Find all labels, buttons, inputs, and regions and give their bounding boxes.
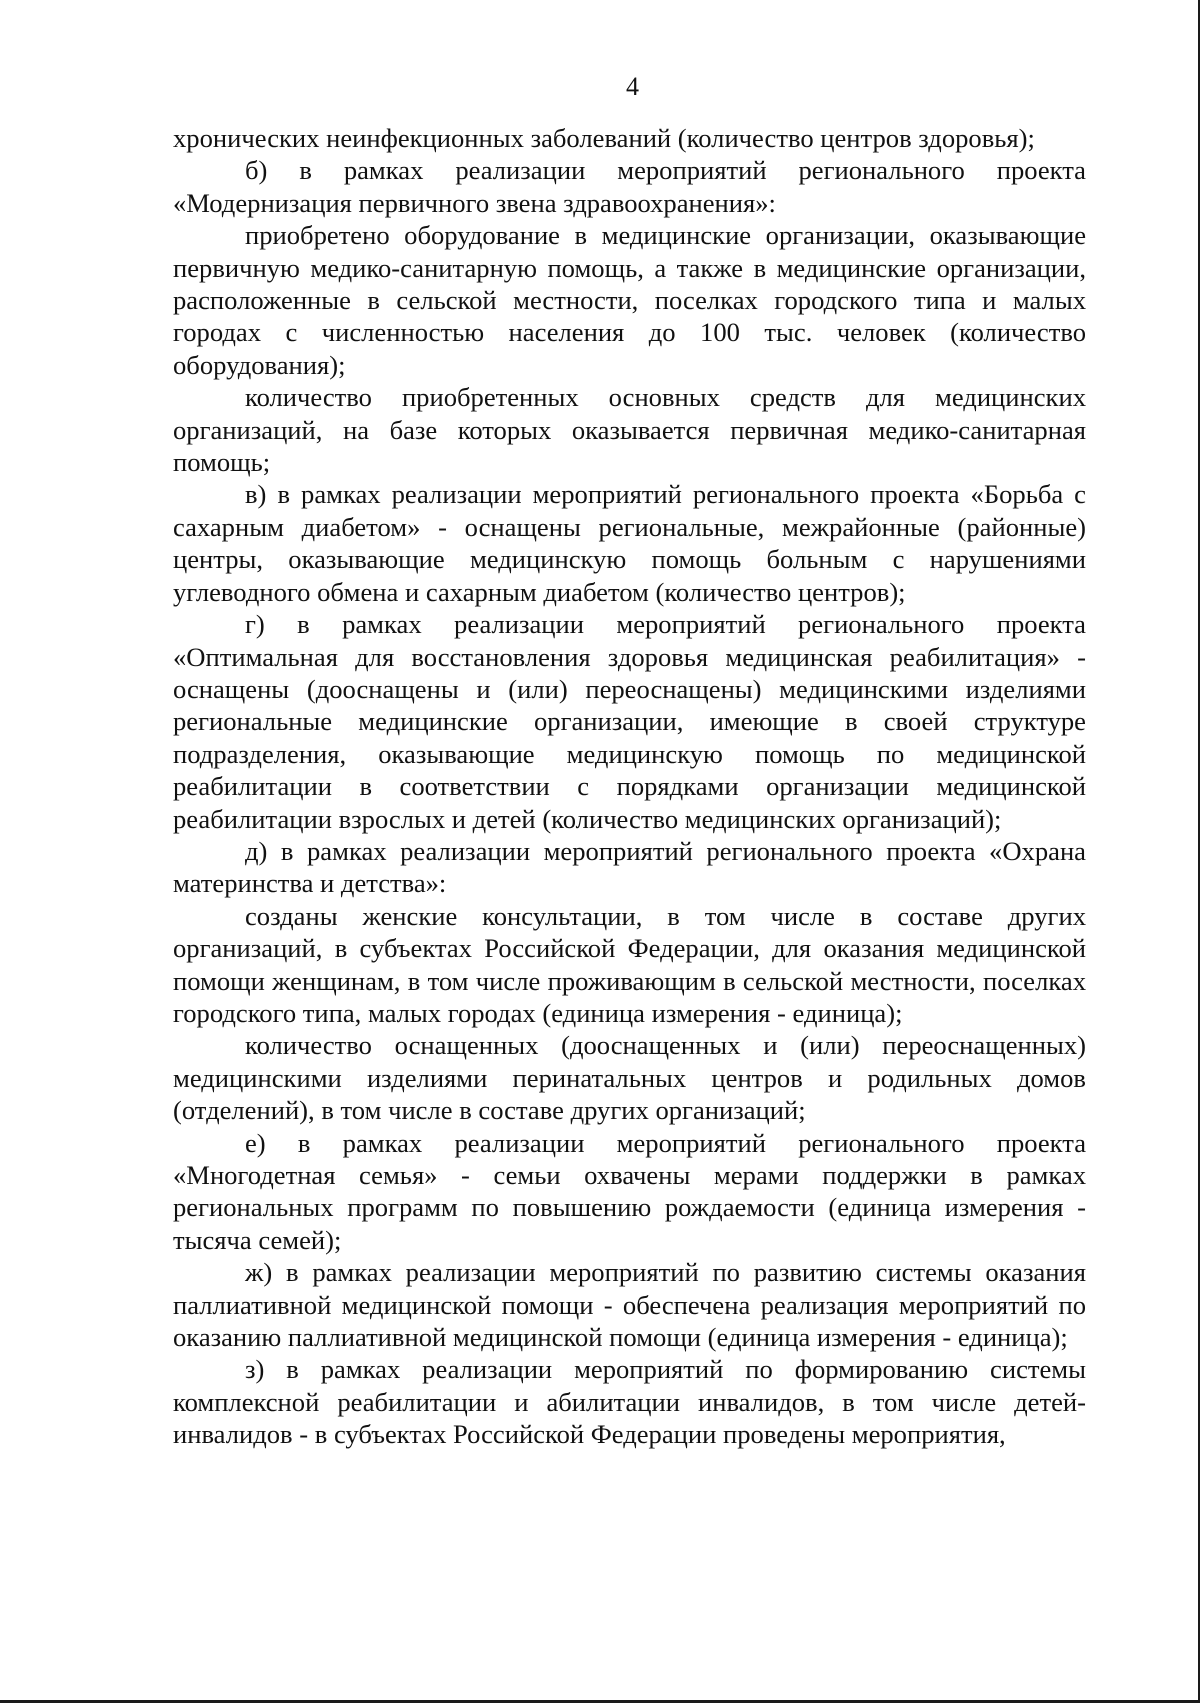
paragraph-5: в) в рамках реализации мероприятий регионального проекта «Борьба с сахарным диабетом» - оснащены региональные, межрайонные (районные) центры, оказывающие медицинскую помощь больным с нарушениями углеводного обмена и сахарным диабетом (количество центров); xyxy=(173,479,1086,607)
paragraph-8: созданы женские консультации, в том числе в составе других организаций, в субъектах Российской Федерации, для оказания медицинской помощи женщинам, в том числе проживающим в сельской местности, поселках городского типа, малых городах (единица измерения - единица); xyxy=(173,900,1086,1028)
page-number: 4 xyxy=(626,72,639,101)
paragraph-1: хронических неинфекционных заболеваний (количество центров здоровья); xyxy=(173,123,1035,153)
document-body xyxy=(173,122,1086,1451)
paragraph-12: з) в рамках реализации мероприятий по формированию системы комплексной реабилитации и абилитации инвалидов, в том числе детей-инвалидов - в субъектах Российской Федерации проведены мероприятия, xyxy=(173,1354,1086,1450)
paragraph-10: е) в рамках реализации мероприятий регионального проекта «Многодетная семья» - семьи охвачены мерами поддержки в рамках региональных программ по повышению рождаемости (единица измерения - тысяча семей); xyxy=(173,1127,1086,1255)
paragraph-7: д) в рамках реализации мероприятий регионального проекта «Охрана материнства и детства»: xyxy=(173,835,1086,899)
paragraph-4: количество приобретенных основных средств для медицинских организаций, на базе которых оказывается первичная медико-санитарная помощь; xyxy=(173,382,1086,478)
paragraph-3: приобретено оборудование в медицинские организации, оказывающие первичную медико-санитарную помощь, а также в медицинские организации, расположенные в сельской местности, поселках городского типа и малых городах с численностью населения до 100 тыс. человек (количество оборудования); xyxy=(173,220,1086,380)
paragraph-2: б) в рамках реализации мероприятий регионального проекта «Модернизация первичного звена здравоохранения»: xyxy=(173,155,1086,218)
paragraph-6: г) в рамках реализации мероприятий регионального проекта «Оптимальная для восстановления здоровья медицинская реабилитация» - оснащены (дооснащены и (или) переоснащены) медицинскими изделиями региональные медицинские организации, имеющие в своей структуре подразделения, оказывающие медицинскую помощь по медицинской реабилитации в соответствии с порядками организации медицинской реабилитации взрослых и детей (количество медицинских организаций); xyxy=(173,609,1086,834)
paragraph-9: количество оснащенных (дооснащенных и (или) переоснащенных) медицинскими изделиями перинатальных центров и родильных домов (отделений), в том числе в составе других организаций; xyxy=(173,1030,1086,1126)
paragraph-11: ж) в рамках реализации мероприятий по развитию системы оказания паллиативной медицинской помощи - обеспечена реализация мероприятий по оказанию паллиативной медицинской помощи (единица измерения - единица); xyxy=(173,1257,1086,1353)
